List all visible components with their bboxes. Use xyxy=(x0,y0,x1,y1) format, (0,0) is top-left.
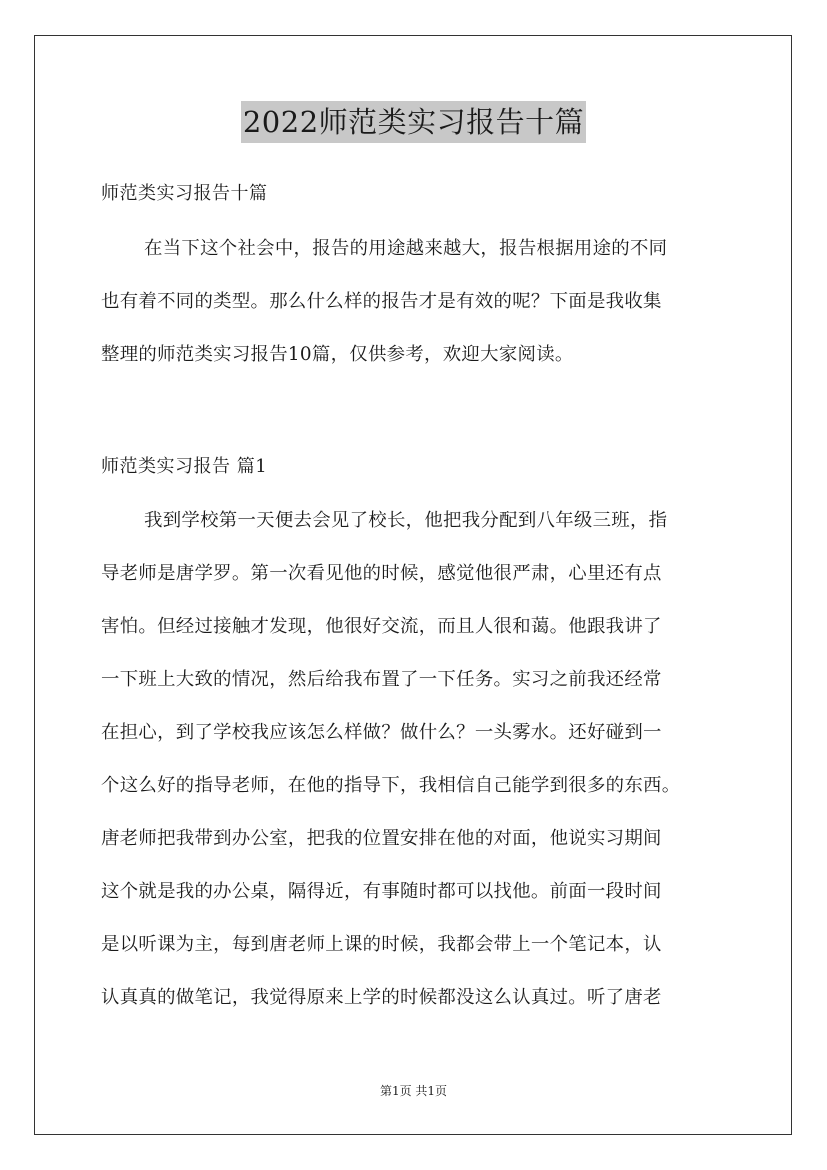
intro-line: 也有着不同的类型。那么什么样的报告才是有效的呢？下面是我收集 xyxy=(101,291,662,312)
intro-line: 整理的师范类实习报告10篇，仅供参考，欢迎大家阅读。 xyxy=(101,344,574,365)
section-line: 一下班上大致的情况，然后给我布置了一下任务。实习之前我还经常 xyxy=(101,669,662,690)
section-line: 我到学校第一天便去会见了校长，他把我分配到八年级三班，指 xyxy=(144,510,668,531)
section-line: 唐老师把我带到办公室，把我的位置安排在他的对面，他说实习期间 xyxy=(101,828,662,849)
document-title: 2022师范类实习报告十篇 xyxy=(241,101,586,143)
section-heading: 师范类实习报告 篇1 xyxy=(101,456,268,477)
section-line: 是以听课为主，每到唐老师上课的时候，我都会带上一个笔记本，认 xyxy=(101,934,662,955)
document-heading: 师范类实习报告十篇 xyxy=(101,183,268,204)
section-line: 这个就是我的办公桌，隔得近，有事随时都可以找他。前面一段时间 xyxy=(101,881,662,902)
section-line: 在担心，到了学校我应该怎么样做？做什么？一头雾水。还好碰到一 xyxy=(101,722,662,743)
section-line: 害怕。但经过接触才发现，他很好交流，而且人很和蔼。他跟我讲了 xyxy=(101,616,662,637)
document-title-block xyxy=(0,101,827,143)
section-line: 导老师是唐学罗。第一次看见他的时候，感觉他很严肃，心里还有点 xyxy=(101,563,662,584)
section-line: 个这么好的指导老师，在他的指导下，我相信自己能学到很多的东西。 xyxy=(101,775,681,796)
intro-line: 在当下这个社会中，报告的用途越来越大，报告根据用途的不同 xyxy=(144,238,668,259)
page-footer: 第1页 共1页 xyxy=(379,1084,448,1098)
section-line: 认真真的做笔记，我觉得原来上学的时候都没这么认真过。听了唐老 xyxy=(101,987,662,1008)
